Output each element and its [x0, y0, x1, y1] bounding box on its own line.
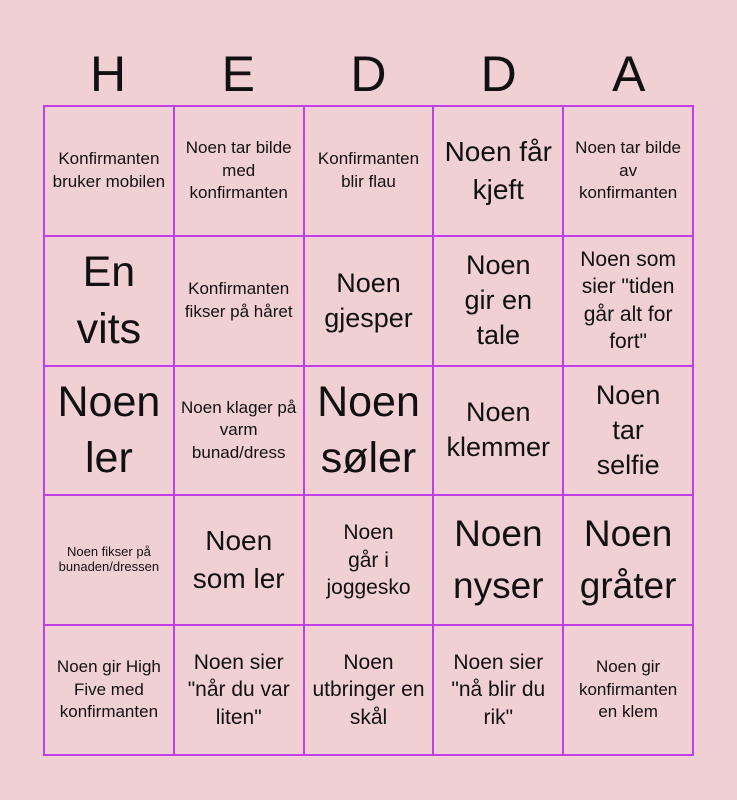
bingo-cell-r1c4[interactable]: Noen får kjeft: [433, 106, 563, 236]
bingo-cell-r4c5[interactable]: Noen gråter: [563, 495, 693, 625]
bingo-cell-r2c3[interactable]: Noen gjesper: [304, 236, 434, 366]
bingo-cell-r2c2[interactable]: Konfirmanten fikser på håret: [174, 236, 304, 366]
bingo-cell-r2c1[interactable]: En vits: [44, 236, 174, 366]
bingo-cell-r3c2[interactable]: Noen klager på varm bunad/dress: [174, 366, 304, 496]
bingo-cell-r2c4[interactable]: Noen gir en tale: [433, 236, 563, 366]
bingo-cell-r1c2[interactable]: Noen tar bilde med konfirmanten: [174, 106, 304, 236]
bingo-cell-r4c4[interactable]: Noen nyser: [433, 495, 563, 625]
bingo-cell-r3c4[interactable]: Noen klemmer: [433, 366, 563, 496]
header-letter-h: H: [90, 46, 127, 102]
bingo-header: [43, 44, 694, 104]
bingo-cell-r5c4[interactable]: Noen sier "nå blir du rik": [433, 625, 563, 755]
bingo-cell-r3c5[interactable]: Noen tar selfie: [563, 366, 693, 496]
bingo-cell-r4c3[interactable]: Noen går i joggesko: [304, 495, 434, 625]
header-letter-d1: D: [350, 46, 387, 102]
bingo-cell-r4c2[interactable]: Noen som ler: [174, 495, 304, 625]
bingo-cell-r5c3[interactable]: Noen utbringer en skål: [304, 625, 434, 755]
bingo-cell-r3c3[interactable]: Noen søler: [304, 366, 434, 496]
bingo-cell-r2c5[interactable]: Noen som sier "tiden går alt for fort": [563, 236, 693, 366]
header-letter-d2: D: [480, 46, 517, 102]
bingo-cell-r1c5[interactable]: Noen tar bilde av konfirmanten: [563, 106, 693, 236]
header-letter-a: A: [612, 46, 646, 102]
bingo-board: [43, 105, 694, 756]
bingo-cell-r5c5[interactable]: Noen gir konfirmanten en klem: [563, 625, 693, 755]
bingo-cell-r5c1[interactable]: Noen gir High Five med konfirmanten: [44, 625, 174, 755]
header-letter-e: E: [221, 46, 255, 102]
bingo-cell-r3c1[interactable]: Noen ler: [44, 366, 174, 496]
bingo-cell-r1c3[interactable]: Konfirmanten blir flau: [304, 106, 434, 236]
bingo-cell-r1c1[interactable]: Konfirmanten bruker mobilen: [44, 106, 174, 236]
bingo-cell-r5c2[interactable]: Noen sier "når du var liten": [174, 625, 304, 755]
bingo-cell-r4c1[interactable]: Noen fikser på bunaden/dressen: [44, 495, 174, 625]
